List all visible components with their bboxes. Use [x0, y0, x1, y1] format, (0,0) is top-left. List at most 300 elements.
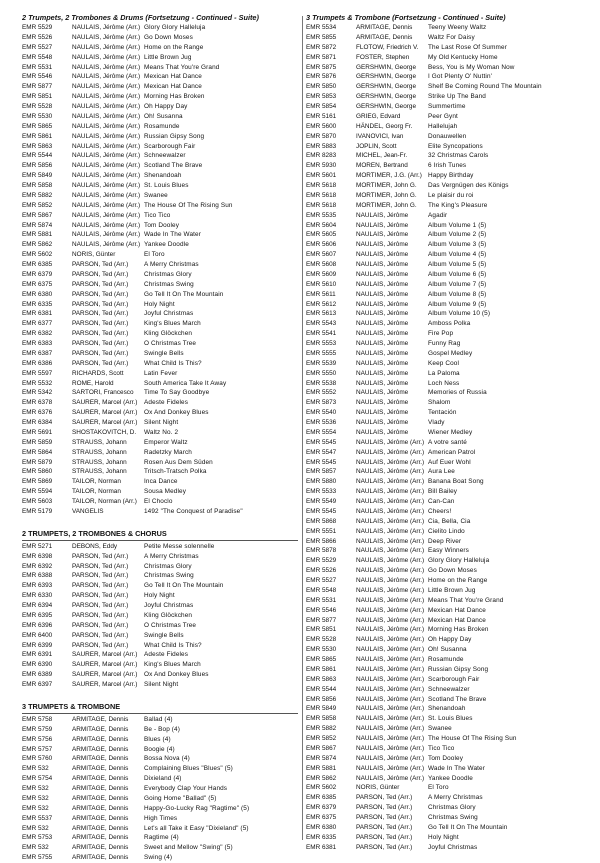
piece-title: Home on the Range: [428, 577, 488, 584]
composer: GERSHWIN, George: [356, 103, 417, 110]
catalog-number: EMR 5858: [22, 182, 53, 189]
catalog-page: [22, 12, 580, 862]
piece-title: Christmas Glory: [428, 804, 476, 812]
catalog-number: EMR 532: [22, 794, 49, 802]
piece-title: Wiener Medley: [428, 428, 473, 436]
catalog-number: EMR 5850: [306, 83, 337, 91]
piece-title: Oh! Susanna: [428, 646, 467, 654]
composer: NAULAIS, Jérôme: [356, 359, 409, 367]
catalog-number: EMR 5534: [306, 24, 337, 31]
composer: TAILOR, Norman: [72, 488, 121, 496]
catalog-row: [306, 655, 582, 665]
composer: SAURER, Marcel (Arr.): [72, 671, 138, 679]
piece-title: Cheers!: [428, 507, 452, 515]
composer: NAULAIS, Jérôme: [356, 221, 409, 229]
piece-title: Russian Gipsy Song: [428, 665, 489, 673]
catalog-row: [306, 695, 582, 705]
composer: NAULAIS, Jérôme (Arr.): [356, 468, 425, 476]
composer: TAILOR, Norman: [72, 478, 121, 486]
composer: VANGELIS: [72, 507, 104, 515]
section-title: 3 TRUMPETS & TROMBONE: [22, 701, 121, 711]
composer: PARSON, Ted (Arr.): [72, 552, 129, 560]
composer: NAULAIS, Jérôme (Arr.): [356, 606, 425, 614]
composer: NAULAIS, Jérôme (Arr.): [72, 24, 141, 31]
piece-title: Glory Glory Halleluja: [428, 557, 490, 565]
piece-title: Swingle Bells: [144, 349, 184, 357]
piece-title: Holy Night: [144, 300, 175, 308]
catalog-number: EMR 5601: [306, 172, 337, 180]
catalog-number: EMR 5554: [306, 428, 337, 436]
composer: NAULAIS, Jérôme (Arr.): [72, 73, 141, 81]
catalog-row: [22, 33, 298, 43]
catalog-row: [22, 571, 298, 581]
piece-title: Petite Messe solennelle: [144, 542, 215, 550]
catalog-row: [22, 448, 298, 458]
catalog-number: EMR 5755: [22, 854, 53, 862]
composer: MORTIMER, J.G. (Arr.): [356, 172, 422, 180]
catalog-row: [22, 552, 298, 562]
composer: PARSON, Ted (Arr.): [72, 290, 129, 298]
composer: PARSON, Ted (Arr.): [72, 330, 129, 338]
piece-title: Glory Glory Halleluja: [144, 24, 206, 31]
composer: NAULAIS, Jérôme (Arr.): [72, 201, 141, 209]
composer: NAULAIS, Jérôme (Arr.): [356, 665, 425, 673]
piece-title: Album Volume 9 (5): [428, 300, 487, 308]
catalog-row: [306, 92, 582, 102]
composer: ARMITAGE, Dennis: [356, 33, 413, 41]
catalog-number: EMR 6389: [22, 671, 53, 679]
catalog-row: [306, 764, 582, 774]
composer: NAULAIS, Jérôme (Arr.): [356, 478, 425, 486]
catalog-row: [22, 725, 298, 735]
catalog-number: EMR 5539: [306, 359, 337, 367]
section-title: 2 Trumpets, 2 Trombones & Drums (Fortsetzung - Continued - Suite): [22, 13, 259, 22]
composer: NORIS, Günter: [356, 784, 400, 792]
composer: PARSON, Ted (Arr.): [72, 349, 129, 357]
piece-title: Album Volume 4 (5): [428, 251, 487, 259]
catalog-number: EMR 5527: [306, 577, 337, 584]
composer: GERSHWIN, George: [356, 83, 417, 91]
piece-title: Oh Happy Day: [144, 103, 188, 110]
catalog-number: EMR 6381: [22, 310, 53, 318]
composer: NAULAIS, Jérôme (Arr.): [356, 596, 425, 604]
catalog-number: EMR 6394: [22, 602, 53, 609]
piece-title: Scarborough Fair: [144, 142, 196, 150]
catalog-row: [22, 359, 298, 369]
piece-title: A votre santé: [428, 438, 467, 446]
catalog-row: [306, 823, 582, 833]
catalog-row: [22, 487, 298, 497]
catalog-row: [22, 562, 298, 572]
catalog-number: EMR 5618: [306, 191, 337, 199]
piece-title: St. Louis Blues: [428, 715, 473, 723]
catalog-number: EMR 5605: [306, 231, 337, 239]
catalog-number: EMR 5873: [306, 399, 337, 407]
catalog-row: [22, 191, 298, 201]
catalog-row: [22, 388, 298, 398]
catalog-number: EMR 5876: [306, 73, 337, 81]
composer: NAULAIS, Jérôme: [356, 349, 409, 357]
catalog-row: [306, 329, 582, 339]
composer: PARSON, Ted (Arr.): [72, 592, 129, 600]
piece-title: Album Volume 5 (5): [428, 261, 487, 268]
composer: SAURER, Marcel (Arr.): [72, 681, 138, 688]
piece-title: Complaining Blues "Blues" (5): [144, 765, 233, 773]
composer: STRAUSS, Johann: [72, 438, 127, 446]
catalog-number: EMR 5930: [306, 162, 337, 170]
catalog-row: [306, 734, 582, 744]
piece-title: Shelf Be Coming Round The Mountain: [428, 83, 542, 91]
catalog-number: EMR 8283: [306, 152, 337, 160]
composer: MORTIMER, John G.: [356, 191, 417, 199]
catalog-number: EMR 5548: [306, 586, 337, 594]
composer: NAULAIS, Jérôme (Arr.): [356, 567, 425, 575]
composer: NAULAIS, Jérôme: [356, 261, 409, 268]
piece-title: 6 Irish Tunes: [428, 162, 467, 170]
catalog-row: [22, 23, 298, 33]
catalog-row: [306, 240, 582, 250]
catalog-row: [306, 596, 582, 606]
piece-title: Le plaisir du roi: [428, 191, 474, 199]
catalog-number: EMR 5529: [22, 24, 53, 31]
catalog-number: EMR 6391: [22, 651, 53, 659]
catalog-number: EMR 5545: [306, 507, 337, 515]
piece-title: Agadir: [428, 211, 448, 219]
catalog-row: [22, 151, 298, 161]
piece-title: Deep River: [428, 537, 462, 545]
catalog-number: EMR 5547: [306, 448, 337, 456]
piece-title: Silent Night: [144, 419, 179, 426]
piece-title: Peer Gynt: [428, 112, 458, 120]
catalog-number: EMR 5618: [306, 182, 337, 189]
catalog-number: EMR 5857: [306, 468, 337, 476]
piece-title: Scarborough Fair: [428, 675, 480, 683]
catalog-row: [306, 645, 582, 655]
catalog-row: [22, 300, 298, 310]
catalog-row: [22, 408, 298, 418]
composer: NAULAIS, Jérôme (Arr.): [72, 63, 141, 71]
composer: NAULAIS, Jérôme (Arr.): [72, 53, 141, 61]
catalog-number: EMR 5546: [22, 73, 53, 81]
composer: NAULAIS, Jérôme: [356, 231, 409, 239]
composer: PARSON, Ted (Arr.): [72, 562, 129, 570]
composer: NAULAIS, Jérôme (Arr.): [356, 626, 425, 634]
composer: SHOSTAKOVITCH, D.: [72, 428, 137, 436]
catalog-row: [22, 418, 298, 428]
catalog-number: EMR 5879: [22, 458, 53, 466]
section-rule: [22, 540, 298, 541]
catalog-number: EMR 5757: [22, 745, 53, 753]
composer: NAULAIS, Jérôme (Arr.): [72, 142, 141, 150]
catalog-number: EMR 6380: [22, 290, 53, 298]
composer: NAULAIS, Jérôme: [356, 379, 409, 387]
composer: NAULAIS, Jérôme (Arr.): [72, 241, 141, 249]
composer: ARMITAGE, Dennis: [72, 814, 129, 822]
piece-title: American Patrol: [428, 448, 476, 456]
catalog-number: EMR 5540: [306, 409, 337, 417]
catalog-number: EMR 5607: [306, 251, 337, 259]
piece-title: Memories of Russia: [428, 389, 487, 397]
catalog-number: EMR 5602: [306, 784, 337, 792]
piece-title: South America Take It Away: [144, 379, 227, 387]
piece-title: Ox And Donkey Blues: [144, 671, 209, 679]
catalog-row: [22, 171, 298, 181]
catalog-row: [306, 616, 582, 626]
composer: NAULAIS, Jérôme (Arr.): [72, 172, 141, 180]
catalog-number: EMR 6377: [22, 320, 53, 328]
composer: STRAUSS, Johann: [72, 448, 127, 456]
piece-title: Happy Birthday: [428, 172, 474, 180]
piece-title: Keep Cool: [428, 359, 459, 367]
catalog-row: [306, 379, 582, 389]
composer: PARSON, Ted (Arr.): [72, 270, 129, 278]
composer: NAULAIS, Jérôme: [356, 280, 409, 288]
catalog-row: [306, 635, 582, 645]
piece-title: The Last Rose Of Summer: [428, 43, 507, 51]
composer: HÄNDEL, Georg Fr.: [356, 122, 413, 130]
catalog-row: [306, 270, 582, 280]
catalog-row: [306, 53, 582, 63]
catalog-number: EMR 5610: [306, 280, 337, 288]
piece-title: Christmas Glory: [144, 270, 192, 278]
piece-title: El Choclo: [144, 498, 173, 505]
catalog-row: [306, 309, 582, 319]
catalog-row: [22, 824, 298, 834]
catalog-number: EMR 5867: [306, 744, 337, 752]
piece-title: Kling Glöckchen: [144, 611, 193, 619]
catalog-row: [22, 329, 298, 339]
section-title: 2 TRUMPETS, 2 TROMBONES & CHORUS: [22, 528, 167, 538]
section-drums-continued: [22, 12, 298, 517]
catalog-number: EMR 6398: [22, 552, 53, 560]
catalog-row: [22, 507, 298, 517]
catalog-number: EMR 5530: [306, 646, 337, 654]
catalog-number: EMR 5602: [22, 251, 53, 259]
catalog-row: [306, 339, 582, 349]
composer: ARMITAGE, Dennis: [72, 775, 129, 783]
composer: ARMITAGE, Dennis: [72, 735, 129, 743]
piece-title: Elite Syncopations: [428, 142, 483, 150]
piece-title: Time To Say Goodbye: [144, 389, 210, 397]
catalog-row: [306, 467, 582, 477]
composer: NAULAIS, Jérôme (Arr.): [356, 517, 425, 525]
catalog-number: EMR 6381: [306, 843, 337, 851]
composer: NAULAIS, Jérôme: [356, 369, 409, 377]
piece-title: Shenandoah: [428, 705, 466, 713]
catalog-number: EMR 5851: [22, 93, 53, 101]
catalog-number: EMR 6379: [306, 804, 337, 812]
piece-title: Christmas Swing: [428, 814, 478, 821]
piece-title: El Toro: [144, 251, 165, 259]
catalog-row: [306, 72, 582, 82]
catalog-number: EMR 5860: [22, 468, 53, 476]
catalog-row: [22, 794, 298, 804]
catalog-number: EMR 5600: [306, 122, 337, 130]
catalog-number: EMR 5532: [22, 379, 53, 387]
piece-title: Summertime: [428, 103, 466, 110]
piece-title: Tom Dooley: [428, 754, 464, 762]
piece-title: What Child Is This?: [144, 641, 202, 649]
composer: PARSON, Ted (Arr.): [72, 602, 129, 609]
composer: NAULAIS, Jérôme (Arr.): [72, 43, 141, 51]
piece-title: O Christmas Tree: [144, 340, 197, 347]
piece-title: Schneewalzer: [144, 152, 186, 160]
catalog-number: EMR 5883: [306, 142, 337, 150]
left-column: [22, 12, 298, 863]
piece-title: Holy Night: [144, 592, 175, 600]
piece-title: Gospel Medley: [428, 349, 473, 357]
catalog-row: [22, 43, 298, 53]
piece-title: Wade In The Water: [144, 231, 201, 239]
composer: NAULAIS, Jérôme (Arr.): [72, 83, 141, 91]
composer: NAULAIS, Jérôme (Arr.): [72, 221, 141, 229]
composer: SAURER, Marcel (Arr.): [72, 419, 138, 426]
catalog-row: [22, 230, 298, 240]
section-rows: [22, 715, 298, 863]
piece-title: The House Of The Rising Sun: [428, 735, 517, 742]
composer: NAULAIS, Jérôme: [356, 340, 409, 347]
piece-title: Latin Fever: [144, 369, 178, 377]
catalog-row: [22, 764, 298, 774]
catalog-number: EMR 5871: [306, 53, 337, 61]
catalog-row: [22, 349, 298, 359]
piece-title: Rosen Aus Dem Süden: [144, 458, 213, 466]
composer: FLOTOW, Friedrich V.: [356, 43, 419, 51]
composer: PARSON, Ted (Arr.): [356, 794, 413, 802]
catalog-number: EMR 5862: [22, 241, 53, 249]
piece-title: Wade In The Water: [428, 764, 485, 772]
catalog-number: EMR 6378: [22, 399, 53, 407]
piece-title: 32 Christmas Carols: [428, 152, 489, 160]
catalog-number: EMR 5882: [22, 191, 53, 199]
piece-title: Joyful Christmas: [144, 602, 194, 609]
piece-title: Vlady: [428, 419, 445, 426]
catalog-row: [306, 704, 582, 714]
composer: NAULAIS, Jérôme (Arr.): [356, 675, 425, 683]
piece-title: Christmas Glory: [144, 562, 192, 570]
catalog-row: [306, 349, 582, 359]
composer: NAULAIS, Jérôme (Arr.): [356, 735, 425, 742]
catalog-number: EMR 6386: [22, 359, 53, 367]
catalog-number: EMR 6375: [22, 280, 53, 288]
piece-title: Everybody Clap Your Hands: [144, 785, 228, 792]
composer: NAULAIS, Jérôme (Arr.): [72, 152, 141, 160]
catalog-number: EMR 5545: [306, 438, 337, 446]
composer: NAULAIS, Jérôme (Arr.): [72, 33, 141, 41]
catalog-row: [306, 388, 582, 398]
catalog-number: EMR 5875: [306, 63, 337, 71]
piece-title: Auf Euer Wohl: [428, 458, 471, 466]
catalog-row: [306, 33, 582, 43]
catalog-row: [306, 458, 582, 468]
composer: NAULAIS, Jérôme (Arr.): [72, 103, 141, 110]
piece-title: Oh Happy Day: [428, 636, 472, 644]
catalog-row: [22, 611, 298, 621]
composer: SAURER, Marcel (Arr.): [72, 651, 138, 659]
composer: NAULAIS, Jérôme (Arr.): [72, 132, 141, 140]
catalog-row: [306, 724, 582, 734]
piece-title: Funny Rag: [428, 340, 461, 347]
catalog-number: EMR 5606: [306, 241, 337, 249]
catalog-row: [306, 793, 582, 803]
catalog-row: [306, 843, 582, 853]
piece-title: Means That You're Grand: [144, 63, 220, 71]
composer: NAULAIS, Jérôme (Arr.): [356, 498, 425, 505]
piece-title: Go Tell It On The Mountain: [428, 823, 508, 831]
composer: NAULAIS, Jérôme: [356, 251, 409, 259]
catalog-number: EMR 5529: [306, 557, 337, 565]
catalog-row: [22, 132, 298, 142]
catalog-row: [22, 102, 298, 112]
piece-title: Little Brown Jug: [428, 586, 476, 594]
catalog-number: EMR 5855: [306, 33, 337, 41]
composer: PARSON, Ted (Arr.): [356, 814, 413, 821]
composer: NAULAIS, Jérôme (Arr.): [356, 744, 425, 752]
piece-title: Happy-Go-Lucky Rag "Ragtime" (5): [144, 804, 250, 812]
composer: PARSON, Ted (Arr.): [72, 641, 129, 649]
catalog-number: EMR 5543: [306, 320, 337, 328]
piece-title: Scotland The Brave: [428, 695, 487, 703]
composer: NAULAIS, Jérôme (Arr.): [72, 211, 141, 219]
composer: NAULAIS, Jérôme: [356, 290, 409, 298]
piece-title: Swingle Bells: [144, 631, 184, 639]
catalog-number: EMR 6390: [22, 661, 53, 669]
composer: NAULAIS, Jérôme: [356, 419, 409, 426]
catalog-number: EMR 5878: [306, 547, 337, 555]
catalog-row: [22, 63, 298, 73]
composer: ARMITAGE, Dennis: [72, 824, 129, 832]
piece-title: Swanee: [144, 191, 168, 199]
catalog-number: EMR 532: [22, 824, 49, 832]
catalog-row: [306, 477, 582, 487]
piece-title: Mexican Hat Dance: [428, 616, 486, 624]
catalog-number: EMR 5874: [22, 221, 53, 229]
piece-title: Little Brown Jug: [144, 53, 192, 61]
catalog-row: [22, 542, 298, 552]
piece-title: Swing (4): [144, 854, 173, 862]
catalog-row: [306, 201, 582, 211]
piece-title: Be - Bop (4): [144, 725, 180, 733]
section-rows: [22, 23, 298, 517]
catalog-row: [306, 398, 582, 408]
piece-title: The House Of The Rising Sun: [144, 201, 233, 209]
catalog-number: EMR 5865: [22, 122, 53, 130]
catalog-row: [306, 250, 582, 260]
composer: NAULAIS, Jérôme (Arr.): [356, 646, 425, 654]
catalog-number: EMR 5545: [306, 458, 337, 466]
composer: NAULAIS, Jérôme (Arr.): [356, 715, 425, 723]
catalog-row: [22, 670, 298, 680]
catalog-number: EMR 5546: [306, 606, 337, 614]
catalog-number: EMR 5863: [306, 675, 337, 683]
catalog-number: EMR 5541: [306, 330, 337, 338]
piece-title: Mexican Hat Dance: [144, 83, 202, 91]
composer: MICHEL, Jean-Fr.: [356, 152, 408, 160]
piece-title: Album Volume 1 (5): [428, 221, 487, 229]
piece-title: Ox And Donkey Blues: [144, 409, 209, 417]
right-column: [306, 12, 582, 853]
composer: NAULAIS, Jérôme: [356, 409, 409, 417]
composer: NAULAIS, Jérôme (Arr.): [72, 112, 141, 120]
composer: PARSON, Ted (Arr.): [356, 823, 413, 831]
piece-title: Teeny Weeny Waltz: [428, 24, 487, 31]
catalog-number: EMR 6385: [22, 261, 53, 268]
catalog-number: EMR 5551: [306, 527, 337, 535]
catalog-row: [22, 843, 298, 853]
catalog-row: [22, 122, 298, 132]
composer: ROME, Harold: [72, 379, 114, 387]
catalog-number: EMR 5877: [22, 83, 53, 91]
